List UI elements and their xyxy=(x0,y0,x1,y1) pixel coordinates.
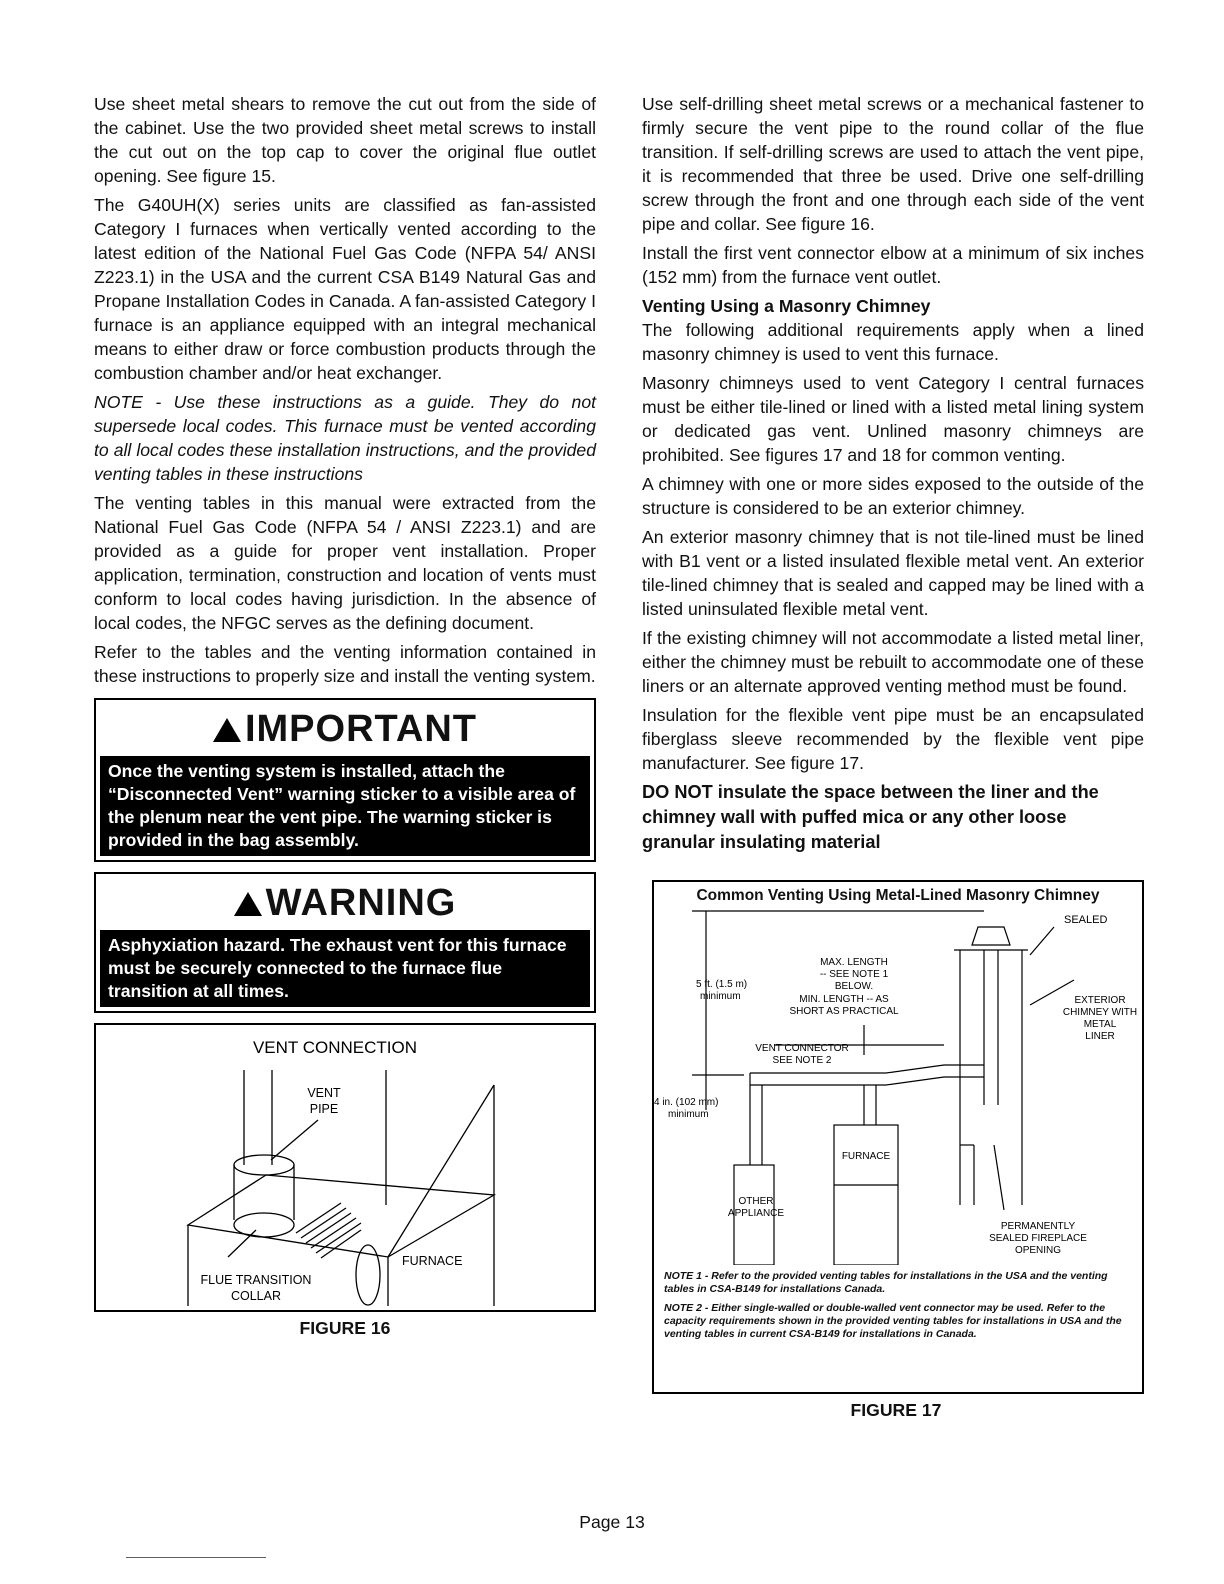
other-appliance-label: OTHER xyxy=(738,1196,774,1207)
paragraph: A chimney with one or more sides exposed to the outside of the structure is considered to be an exterior chimney. xyxy=(642,474,1144,518)
paragraph: The venting tables in this manual were extracted from the National Fuel Gas Code (NFPA 54 / ANSI Z223.1) and are provided as a guide for proper vent installation. Proper application, termination, construction and location of vents must conform to local codes having jurisdiction. In the absence of local codes, the NFGC serves as the defining document. xyxy=(94,493,596,633)
max-length-label: MAX. LENGTH xyxy=(820,957,888,968)
bold-warning-text: DO NOT insulate the space between the liner and the chimney wall with puffed mica or any other loose granular insulating material xyxy=(642,782,1099,852)
figure-16-box xyxy=(94,1023,596,1312)
note-paragraph: NOTE - Use these instructions as a guide. They do not supersede local codes. This furnace must be vented according to all local codes these installation instructions, and the provided venting tables in these instructions xyxy=(94,392,596,484)
collar-label: FLUE TRANSITION xyxy=(200,1273,312,1287)
paragraph: Use self-drilling sheet metal screws or a mechanical fastener to firmly secure the vent pipe to the round collar of the flue transition. If self-drilling screws are used to attach the vent pipe, it is recommended that three be used. Drive one self-drilling screw through the front and one through each side of the vent pipe and collar. See figure 16. xyxy=(642,94,1144,234)
important-title: IMPORTANT xyxy=(100,706,590,752)
vent-pipe-label: VENT xyxy=(307,1086,341,1100)
fireplace-label: PERMANENTLY xyxy=(1000,1221,1076,1232)
paragraph: If the existing chimney will not accommodate a listed metal liner, either the chimney must be rebuilt to accommodate one of these liners or an alternate approved venting method must be found. xyxy=(642,628,1144,696)
five-ft-label: minimum xyxy=(700,991,741,1002)
important-body: Once the venting system is installed, attach the “Disconnected Vent” warning sticker to a visible area of the plenum near the vent pipe. The warning sticker is provided in the bag assembly. xyxy=(100,756,590,856)
exterior-chimney-label: METAL xyxy=(1083,1019,1117,1030)
min-length-label: SHORT AS PRACTICAL xyxy=(789,1006,899,1017)
paragraph: Masonry chimneys used to vent Category I central furnaces must be either tile-lined or lined with a listed metal lining system or dedicated gas vent. Unlined masonry chimneys are prohibited. See figures 17 and 18 for common venting. xyxy=(642,373,1144,465)
furnace-label: FURNACE xyxy=(841,1151,891,1162)
paragraph: The G40UH(X) series units are classified as fan-assisted Category I furnaces when vertically vented according to the latest edition of the National Fuel Gas Code (NFPA 54/ ANSI Z223.1) in the USA and the current CSA B149 Natural Gas and Propane Installation Codes in Canada. A fan-assisted Category I furnace is an appliance equipped with an integral mechanical means to either draw or force combustion products through the combustion chamber and/or heat exchanger. xyxy=(94,195,596,383)
four-in-label: minimum xyxy=(668,1109,709,1120)
paragraph: Refer to the tables and the venting information contained in these instructions to properly size and install the venting system. xyxy=(94,642,596,686)
footer-rule xyxy=(126,1557,266,1558)
exterior-chimney-label: LINER xyxy=(1085,1031,1115,1042)
page-number: Page 13 xyxy=(579,1512,645,1532)
section-heading: Venting Using a Masonry Chimney xyxy=(642,296,931,316)
sealed-label: SEALED xyxy=(1064,914,1108,926)
max-length-label: -- SEE NOTE 1 xyxy=(819,969,889,980)
max-length-label: BELOW. xyxy=(834,981,874,992)
paragraph: Install the first vent connector elbow at a minimum of six inches (152 mm) from the furnace vent outlet. xyxy=(642,243,1144,287)
vent-connector-label: SEE NOTE 2 xyxy=(772,1055,832,1066)
figure-17-label: FIGURE 17 xyxy=(850,1400,942,1420)
five-ft-label: 5 ft. (1.5 m) xyxy=(696,979,748,990)
other-appliance-label: APPLIANCE xyxy=(727,1208,785,1219)
fireplace-label: OPENING xyxy=(1014,1245,1062,1256)
vent-connector-label: VENT CONNECTOR xyxy=(755,1043,849,1054)
four-in-label: 4 in. (102 mm) xyxy=(654,1097,719,1108)
important-box xyxy=(94,698,596,862)
min-length-label: MIN. LENGTH -- AS xyxy=(799,994,889,1005)
vent-connection-diagram xyxy=(96,1025,594,1306)
warning-box xyxy=(94,872,596,1013)
paragraph: Use sheet metal shears to remove the cut out from the side of the cabinet. Use the two provided sheet metal screws to install the cut out on the top cap to cover the original flue outlet opening. See figure 15. xyxy=(94,94,596,186)
collar-label: COLLAR xyxy=(230,1289,282,1303)
warning-triangle-icon xyxy=(213,718,241,742)
figure-16-title: VENT CONNECTION xyxy=(252,1038,418,1057)
right-column xyxy=(642,92,1144,861)
figure-17-title: Common Venting Using Metal-Lined Masonry Chimney xyxy=(696,887,1100,904)
figure-17-box xyxy=(652,880,1144,1394)
vent-pipe-label: PIPE xyxy=(309,1102,339,1116)
paragraph: An exterior masonry chimney that is not tile-lined must be lined with B1 vent or a listed insulated flexible metal vent. An exterior tile-lined chimney that is sealed and capped may be lined with a listed uninsulated flexible metal vent. xyxy=(642,527,1144,619)
chimney-diagram xyxy=(654,905,1138,1265)
paragraph: Insulation for the flexible vent pipe must be an encapsulated fiberglass sleeve recommended by the flexible vent pipe manufacturer. See figure 17. xyxy=(642,705,1144,773)
exterior-chimney-label: EXTERIOR xyxy=(1074,995,1126,1006)
warning-title: WARNING xyxy=(100,880,590,926)
fireplace-label: SEALED FIREPLACE xyxy=(989,1233,1087,1244)
furnace-label: FURNACE xyxy=(402,1254,463,1268)
left-column xyxy=(94,92,596,1339)
warning-triangle-icon xyxy=(234,892,262,916)
figure-note: NOTE 2 - Either single-walled or double-walled vent connector may be used. Refer to the capacity requirements shown in the provided venting tables for installations in USA and the venting tables in current CSA-B149 for installations in Canada. xyxy=(664,1302,1122,1340)
warning-body: Asphyxiation hazard. The exhaust vent for this furnace must be securely connected to the furnace flue transition at all times. xyxy=(100,930,590,1007)
figure-16-label: FIGURE 16 xyxy=(299,1318,391,1338)
figure-note: NOTE 1 - Refer to the provided venting tables for installations in the USA and the venting tables in CSA-B149 for installations Canada. xyxy=(664,1270,1108,1295)
paragraph: The following additional requirements apply when a lined masonry chimney is used to vent this furnace. xyxy=(642,320,1144,364)
exterior-chimney-label: CHIMNEY WITH xyxy=(1062,1007,1138,1018)
